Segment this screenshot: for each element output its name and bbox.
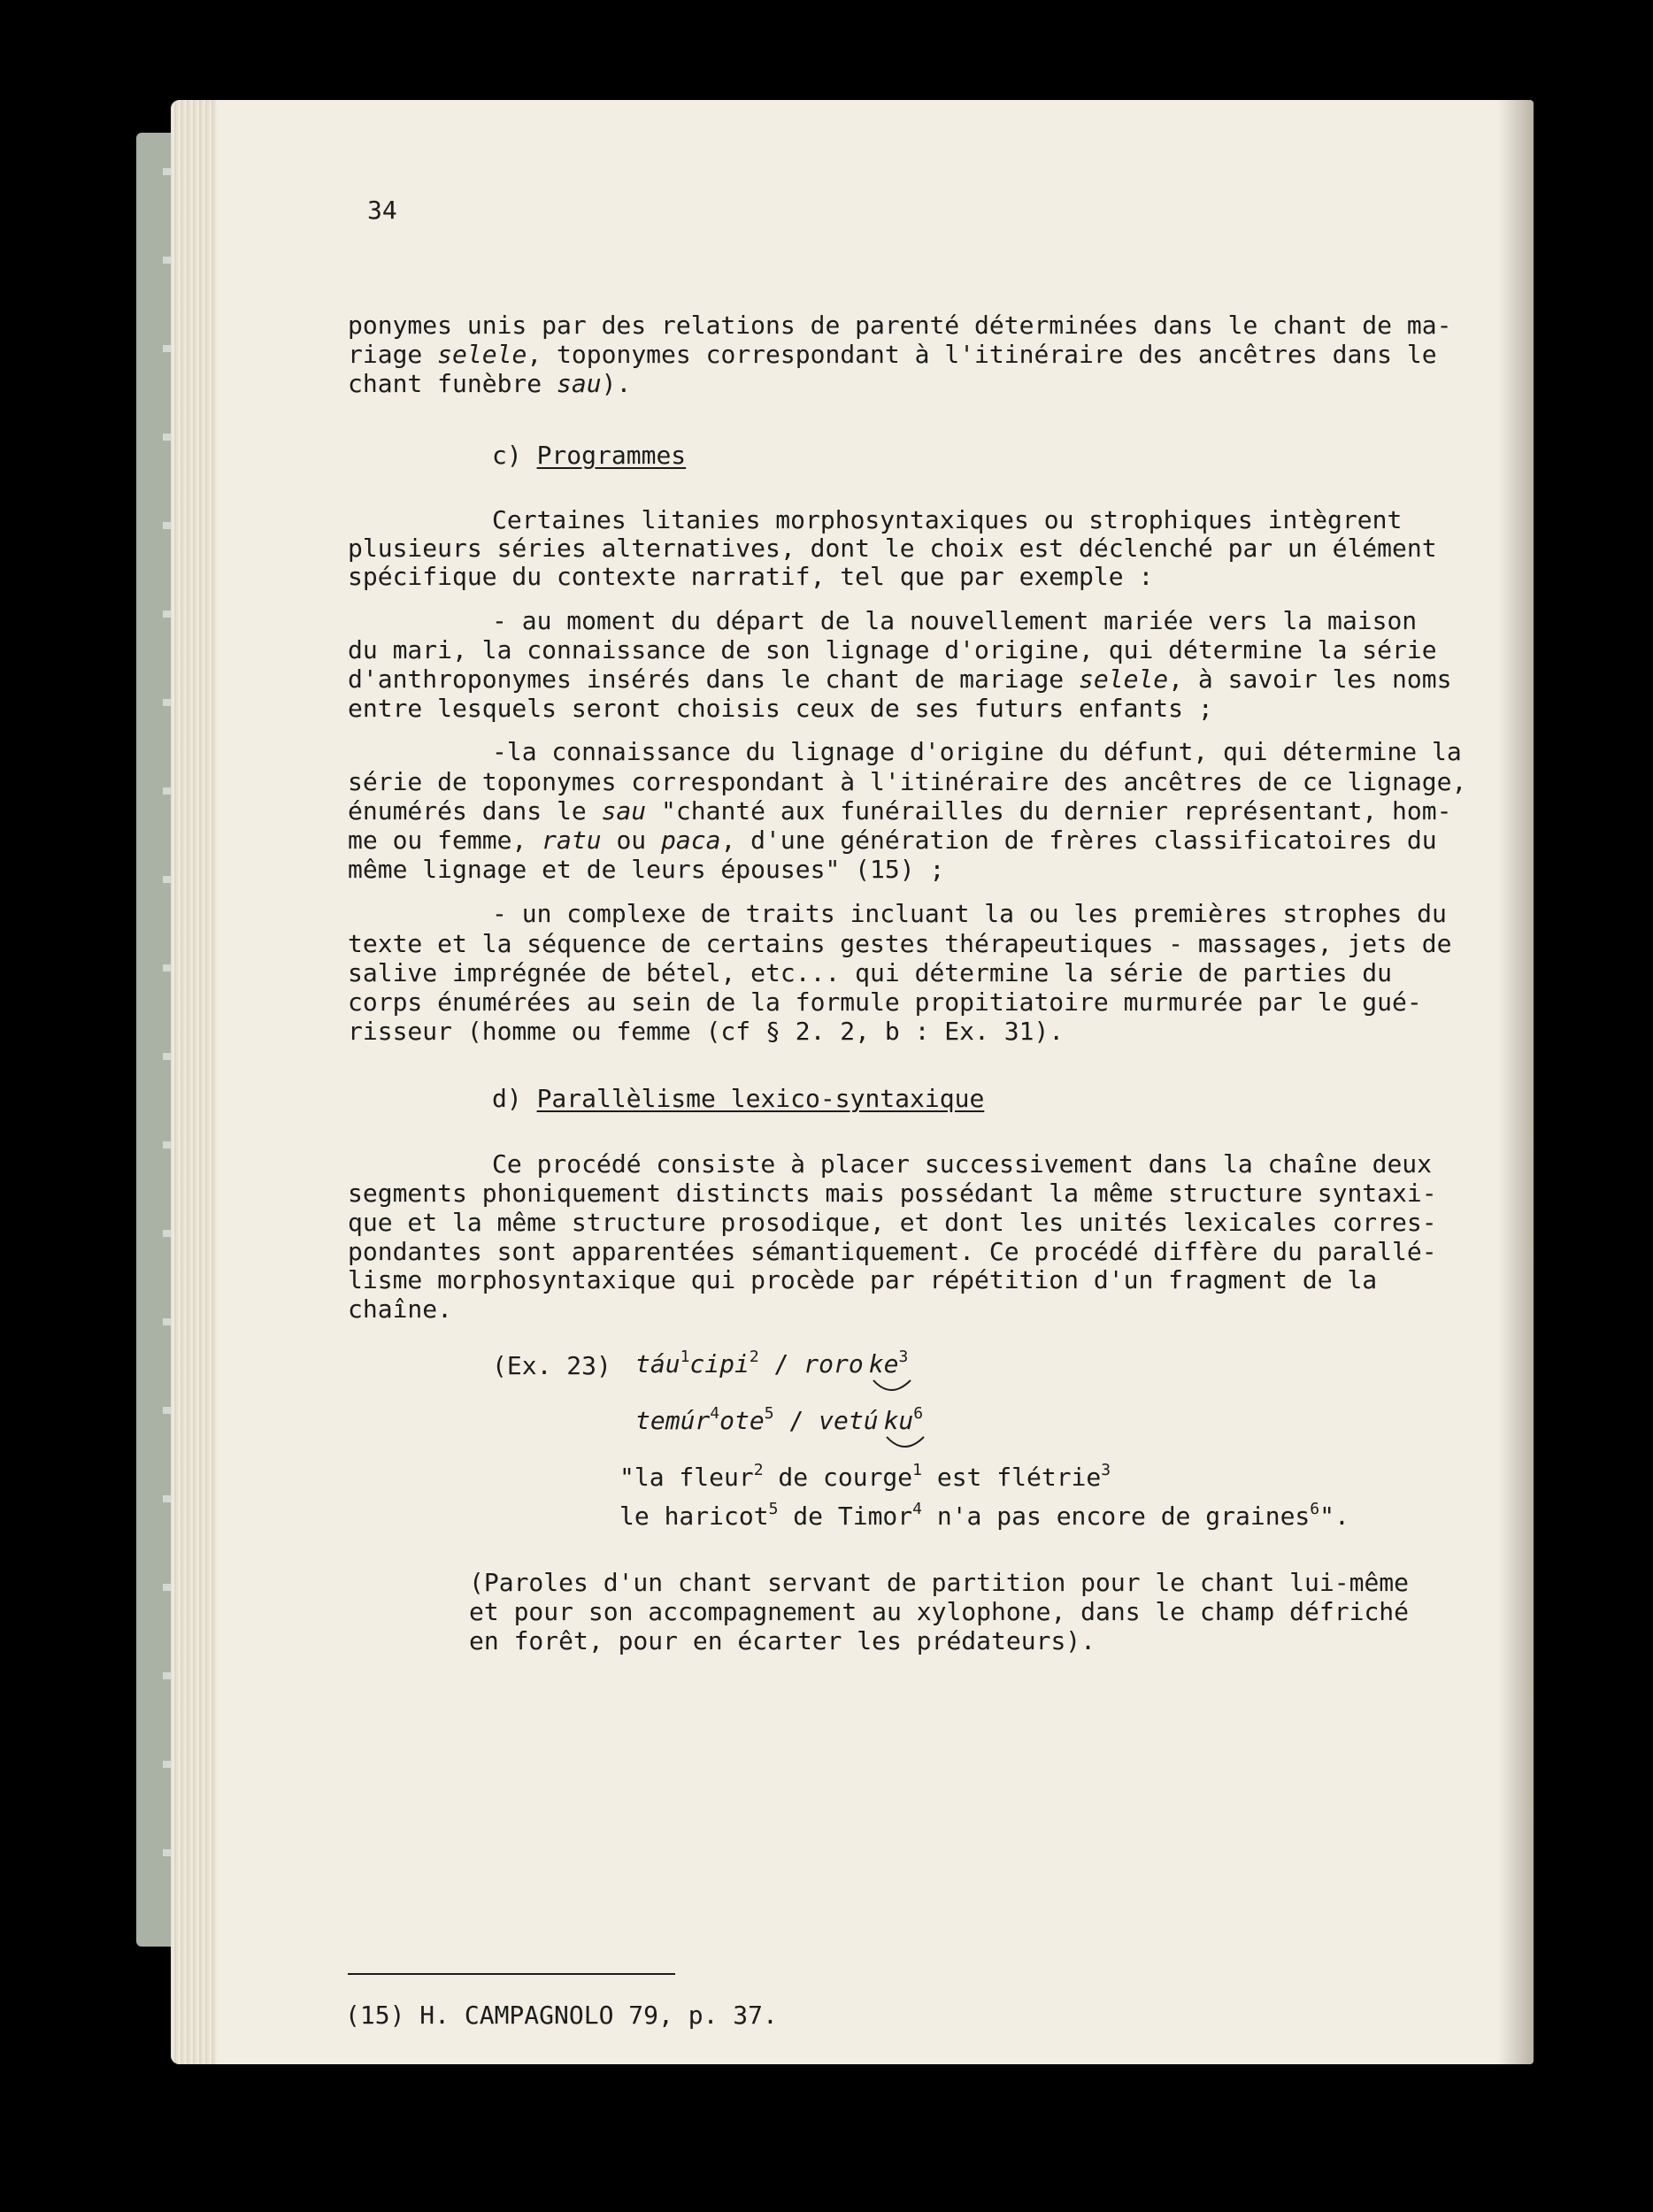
- bullet3-line4: corps énumérées au sein de la formule propitiatoire murmurée par le gué-: [348, 987, 1422, 1017]
- bullet1-line1: - au moment du départ de la nouvellement mariée vers la maison: [492, 606, 1418, 635]
- bullet3-line3: salive imprégnée de bétel, etc... qui détermine la série de parties du: [348, 958, 1393, 987]
- bullet2-line4: me ou femme, ratu ou paca, d'une génération de frères classificatoires du: [348, 826, 1437, 855]
- paragraph1-line3: chant funèbre sau).: [348, 369, 632, 398]
- bullet2-line1: -la connaissance du lignage d'origine du défunt, qui détermine la: [492, 737, 1462, 766]
- paragraph2-line3: spécifique du contexte narratif, tel que par exemple :: [348, 562, 1154, 591]
- bullet2-line2: série de toponymes correspondant à l'itinéraire des ancêtres de ce lignage,: [348, 767, 1467, 796]
- section-d-heading: d) Parallèlisme lexico-syntaxique: [492, 1084, 985, 1113]
- paragraph2-line2: plusieurs séries alternatives, dont le choix est déclenché par un élément: [348, 534, 1437, 563]
- footnote: (15) H. CAMPAGNOLO 79, p. 37.: [345, 2001, 778, 2030]
- paragraph4-line1: (Paroles d'un chant servant de partition pour le chant lui-même: [469, 1568, 1410, 1597]
- paragraph1-line2: riage selele, toponymes correspondant à l'itinéraire des ancêtres dans le: [348, 340, 1437, 369]
- footnote-rule: [348, 1973, 675, 1975]
- bullet2-line3: énumérés dans le sau "chanté aux funérailles du dernier représentant, hom-: [348, 796, 1452, 826]
- example-line2: temúr$^4$ote$^5$ / vetú $ku^6$: [635, 1404, 924, 1435]
- paragraph3-line4: pondantes sont apparentées sémantiquement. Ce procédé diffère du parallé-: [348, 1237, 1437, 1266]
- translation-line2: le haricot$^5$ de Timor$^4$ n'a pas encore de graines$^6$".: [619, 1500, 1349, 1531]
- paragraph3-line3: que et la même structure prosodique, et dont les unités lexicales corres-: [348, 1208, 1437, 1237]
- page-edges: [171, 100, 217, 2064]
- bullet1-line4: entre lesquels seront choisis ceux de ses futurs enfants ;: [348, 694, 1213, 723]
- page-curve-shadow: [1498, 100, 1534, 2064]
- paragraph3-line6: chaîne.: [348, 1294, 453, 1324]
- bullet3-line1: - un complexe de traits incluant la ou les premières strophes du: [492, 899, 1447, 928]
- bullet2-line5: même lignage et de leurs épouses" (15) ;: [348, 855, 945, 884]
- bullet1-line2: du mari, la connaissance de son lignage d'origine, qui détermine la série: [348, 635, 1437, 664]
- page-number: 34: [367, 196, 397, 225]
- example-label: (Ex. 23): [492, 1351, 611, 1380]
- bullet3-line2: texte et la séquence de certains gestes thérapeutiques - massages, jets de: [348, 929, 1452, 958]
- bullet1-line3: d'anthroponymes insérés dans le chant de mariage selele, à savoir les noms: [348, 664, 1452, 694]
- paragraph3-line5: lisme morphosyntaxique qui procède par répétition d'un fragment de la: [348, 1265, 1378, 1294]
- section-c-heading: c) Programmes: [492, 441, 687, 470]
- paragraph4-line2: et pour son accompagnement au xylophone, dans le champ défriché: [469, 1597, 1410, 1626]
- translation-line1: "la fleur$^2$ de courge$^1$ est flétrie$^3$: [619, 1461, 1111, 1492]
- example-line1: táu$^1$cipi$^2$ / roro $ke^3$: [635, 1348, 909, 1379]
- bullet3-line5: risseur (homme ou femme (cf § 2. 2, b : Ex. 31).: [348, 1017, 1065, 1046]
- paragraph2-line1: Certaines litanies morphosyntaxiques ou strophiques intègrent: [492, 505, 1403, 534]
- paragraph1-line1: ponymes unis par des relations de parenté déterminées dans le chant de ma-: [348, 311, 1452, 340]
- paragraph3-line1: Ce procédé consiste à placer successivement dans la chaîne deux: [492, 1149, 1433, 1179]
- paragraph4-line3: en forêt, pour en écarter les prédateurs).: [469, 1626, 1096, 1655]
- liaison-arc-2: [885, 1433, 929, 1455]
- liaison-arc-1: [872, 1377, 916, 1398]
- paragraph3-line2: segments phoniquement distincts mais possédant la même structure syntaxi-: [348, 1179, 1437, 1208]
